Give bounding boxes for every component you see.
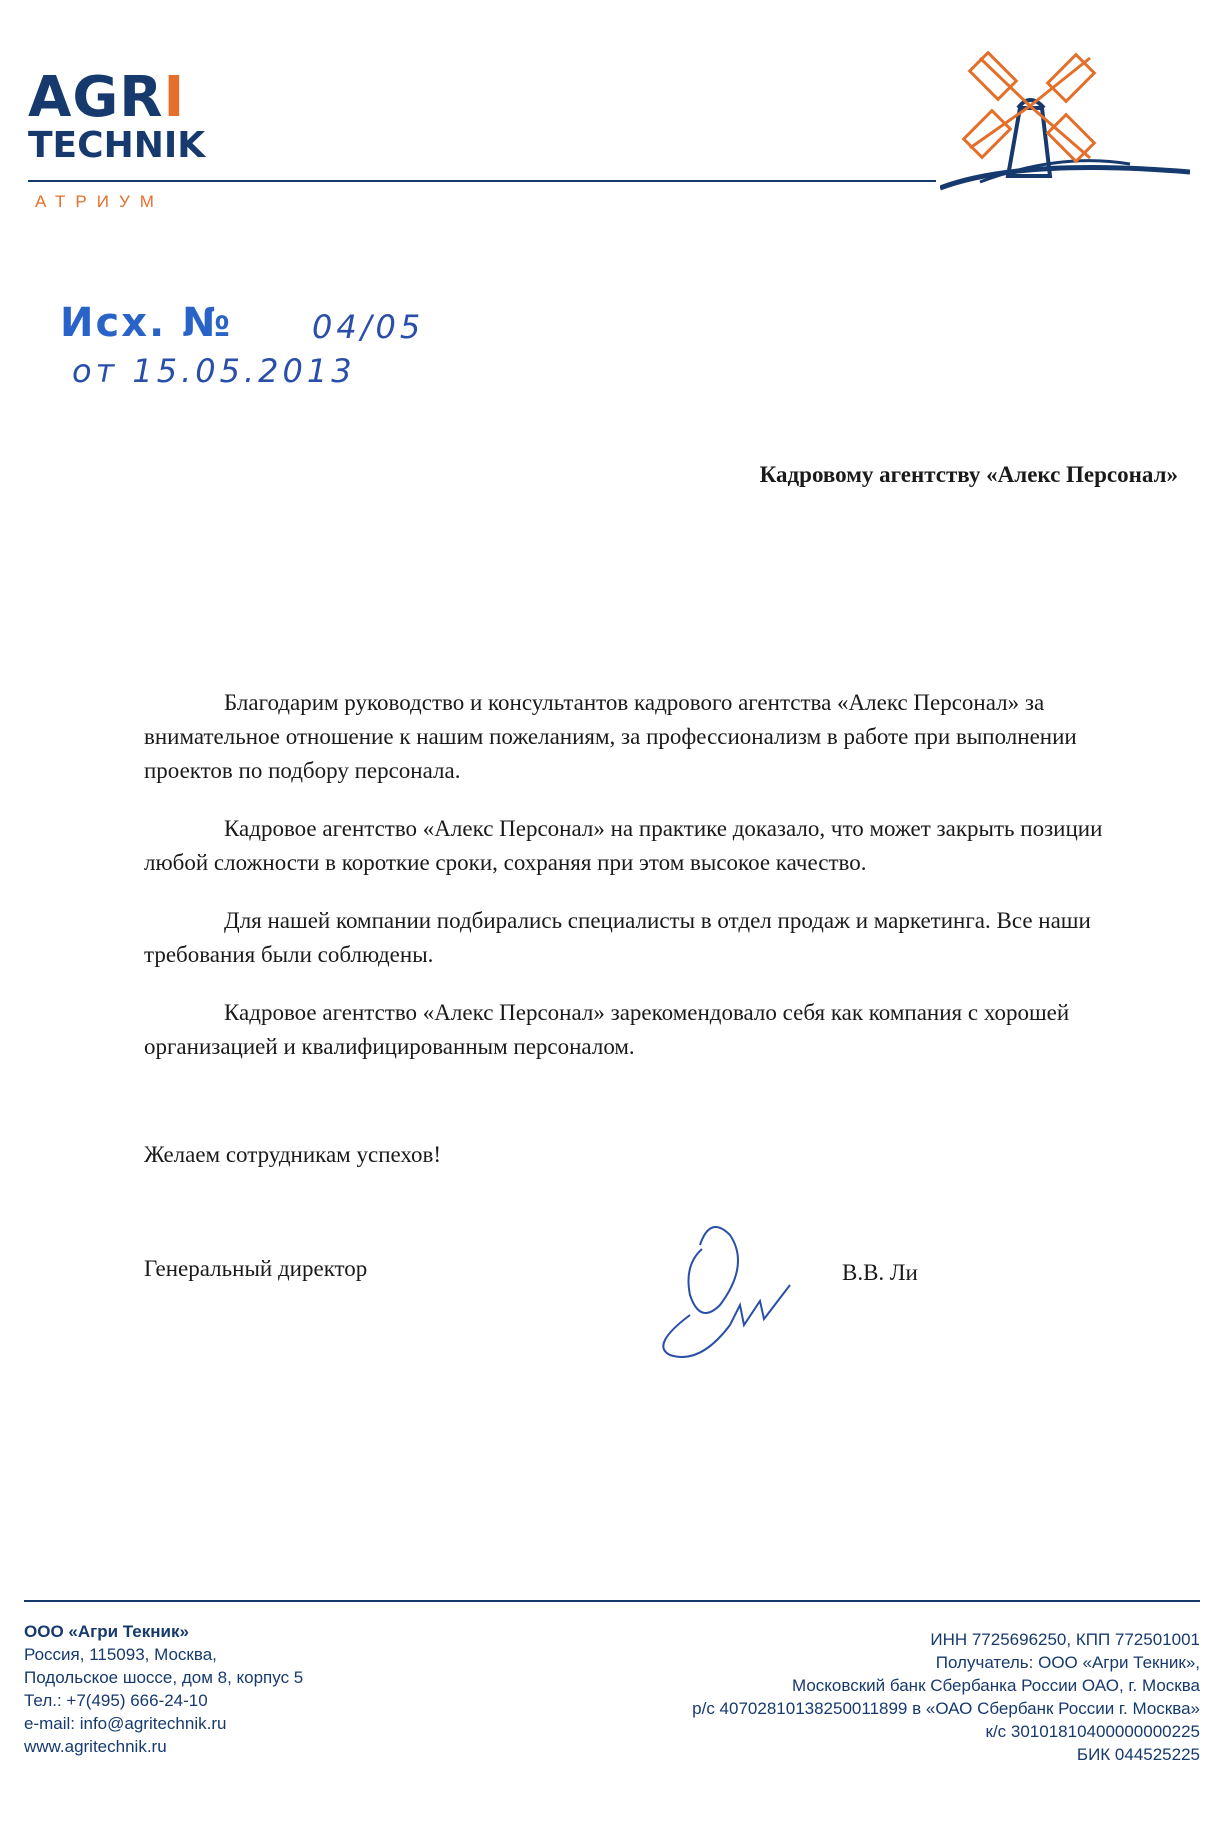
footer-email: e-mail: info@agritechnik.ru (24, 1714, 227, 1733)
windmill-icon (940, 48, 1190, 208)
footer-bik: БИК 044525225 (1076, 1745, 1200, 1764)
letter-body (144, 686, 1154, 1088)
stamp-date: от 15.05.2013 (72, 352, 356, 390)
footer-account: р/с 40702810138250011899 в «ОАО Сбербанк России г. Москва» (692, 1699, 1200, 1718)
footer-divider (24, 1600, 1200, 1602)
signer-title: Генеральный директор (144, 1256, 368, 1281)
footer-inn: ИНН 7725696250, КПП 772501001 (930, 1630, 1200, 1649)
footer-address-line: Подольское шоссе, дом 8, корпус 5 (24, 1668, 304, 1687)
footer-corr-account: к/с 30101810400000000225 (985, 1722, 1200, 1741)
logo-atrium-subtitle: АТРИУМ (35, 192, 164, 211)
paragraph: Кадровое агентство «Алекс Персонал» на практике доказало, что может закрыть позиции любой сложности в короткие сроки, сохраняя при этом высокое качество. (144, 816, 1103, 875)
footer-bank-details (692, 1628, 1200, 1766)
logo-agri-wordmark: AGRI (28, 65, 186, 130)
agritechnik-logo (28, 65, 206, 166)
footer-website: www.agritechnik.ru (24, 1737, 167, 1756)
footer-address-line: Россия, 115093, Москва, (24, 1645, 217, 1664)
footer-contacts (24, 1620, 303, 1758)
signer-name: В.В. Ли (842, 1260, 918, 1285)
handwritten-signature (640, 1205, 800, 1365)
paragraph: Кадровое агентство «Алекс Персонал» зарекомендовало себя как компания с хорошей организацией и квалифицированным персоналом. (144, 1000, 1070, 1059)
stamp-label: Исх. № (60, 300, 233, 346)
paragraph: Для нашей компании подбирались специалисты в отдел продаж и маркетинга. Все наши требования были соблюдены. (144, 908, 1091, 967)
logo-technik-wordmark: TECHNIK (28, 125, 206, 166)
addressee: Кадровому агентству «Алекс Персонал» (759, 462, 1178, 487)
closing-wish: Желаем сотрудникам успехов! (144, 1142, 442, 1167)
footer-company: ООО «Агри Текник» (24, 1622, 189, 1641)
header-divider (28, 180, 936, 182)
footer-phone: Тел.: +7(495) 666-24-10 (24, 1691, 208, 1710)
stamp-number: 04/05 (312, 308, 425, 346)
outgoing-number-stamp (60, 300, 425, 390)
footer-recipient: Получатель: ООО «Агри Текник», (935, 1653, 1200, 1672)
paragraph: Благодарим руководство и консультантов кадрового агентства «Алекс Персонал» за внимательное отношение к нашим пожеланиям, за профессионализм в работе при выполнении проектов по подбору персонала. (144, 690, 1077, 783)
footer-bank: Московский банк Сбербанка России ОАО, г. Москва (792, 1676, 1200, 1695)
